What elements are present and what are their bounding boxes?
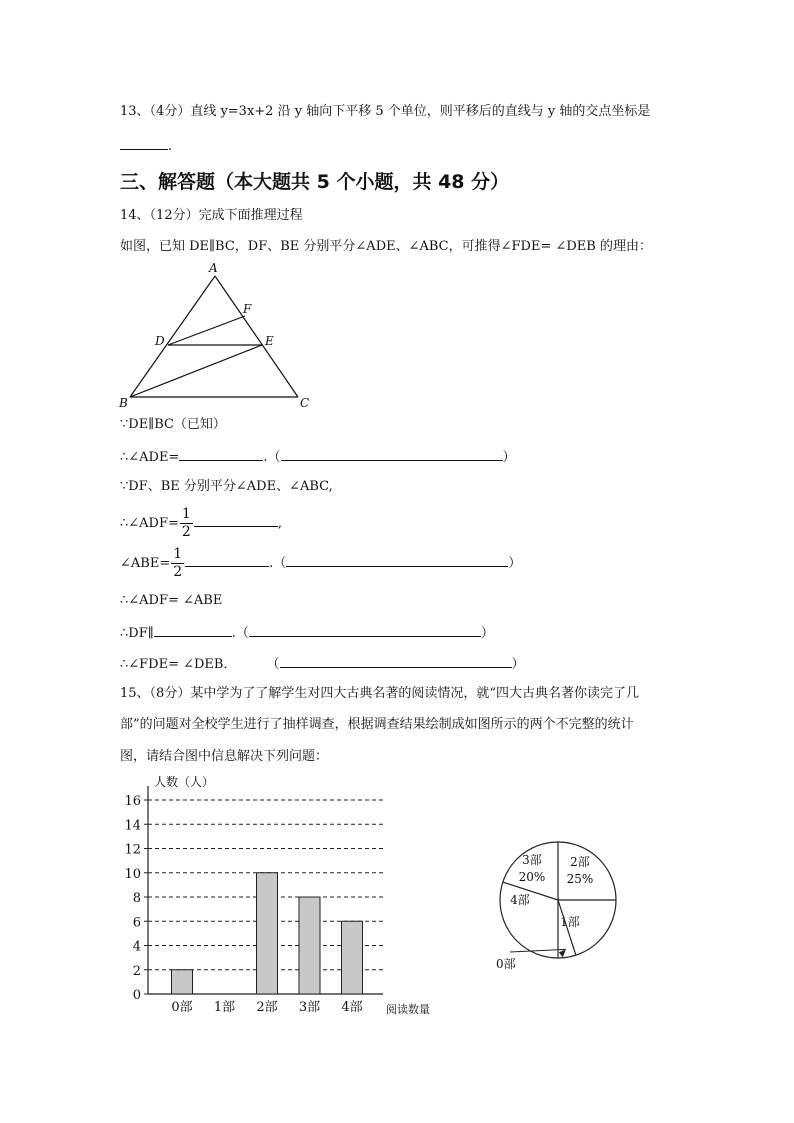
step-7-close: ） — [480, 626, 494, 641]
x-tick-label: 4部 — [341, 1000, 363, 1015]
y-tick-label: 8 — [132, 891, 141, 906]
step-4 — [120, 504, 282, 544]
step-3: ∵DF、BE 分别平分∠ADE、∠ABC, — [120, 479, 333, 494]
label-a: A — [209, 261, 218, 275]
y-tick-label: 6 — [132, 915, 141, 931]
q13-period: . — [168, 139, 173, 154]
step-5-open: .（ — [269, 556, 287, 571]
label-c: C — [300, 396, 310, 408]
q13-blank — [120, 136, 168, 150]
pie-label: 3部 — [522, 853, 542, 867]
label-e: E — [265, 334, 274, 348]
section-3-title: 三、解答题（本大题共 5 个小题，共 48 分） — [120, 171, 510, 193]
pie-label-0: 0部 — [496, 957, 516, 971]
frac-den-2: 2 — [173, 564, 183, 580]
step-2-reason-blank — [281, 447, 503, 461]
question-13 — [120, 103, 650, 121]
step-7-blank — [154, 623, 232, 637]
x-tick-label: 3部 — [298, 1000, 321, 1015]
fraction-half — [180, 506, 193, 541]
y-axis-label: 人数（人） — [154, 775, 215, 789]
x-axis-label: 阅读数量 — [386, 1003, 430, 1016]
pie-label: 1部 — [560, 915, 580, 929]
fraction-half-2 — [171, 546, 184, 581]
step-8-close: ） — [511, 657, 525, 672]
step-5-blank — [185, 553, 269, 567]
pie-chart — [490, 840, 630, 990]
y-tick-label: 14 — [124, 818, 141, 834]
step-7 — [120, 623, 494, 643]
pie-label: 4部 — [510, 893, 530, 907]
q15-line-3: 图，请结合图中信息解决下列问题： — [120, 749, 329, 764]
x-tick-label: 1部 — [213, 1000, 236, 1015]
step-5 — [120, 544, 521, 584]
bar-0 — [172, 970, 193, 994]
y-tick-label: 12 — [124, 842, 141, 858]
step-8-reason-blank — [280, 654, 512, 668]
pie-percent: 20% — [518, 870, 546, 884]
triangle-figure — [112, 258, 312, 408]
step-2-text: ∴∠ADE= — [120, 450, 180, 465]
step-5-close: ） — [508, 556, 522, 571]
q15-line-1: 15、（8分）某中学为了了解学生对四大古典名著的阅读情况，就“四大古典名著你读完了几 — [120, 686, 639, 701]
frac-num: 1 — [181, 506, 191, 522]
label-d: D — [155, 334, 165, 348]
segment-be — [130, 345, 262, 397]
step-8-text: ∴∠FDE= ∠DEB． — [120, 657, 237, 672]
step-2 — [120, 447, 516, 467]
step-6: ∴∠ADF= ∠ABE — [120, 593, 223, 608]
step-2-open: .（ — [263, 450, 281, 465]
step-7-text: ∴DF∥ — [120, 626, 154, 641]
step-5-reason-blank — [286, 553, 508, 567]
step-1: ∵DE∥BC（已知） — [120, 417, 226, 432]
side-ac — [215, 276, 298, 397]
q15-line-2: 部”的问题对全校学生进行了抽样调查，根据调查结果绘制成如图所示的两个不完整的统计 — [120, 717, 634, 732]
q14-intro: 如图，已知 DE∥BC，DF、BE 分别平分∠ADE、∠ABC，可推得∠FDE= ∠DEB 的理由： — [120, 239, 652, 254]
step-7-reason-blank — [249, 623, 481, 637]
step-5-text: ∠ABE= — [120, 556, 171, 571]
y-tick-label: 2 — [132, 963, 141, 979]
y-tick-label: 10 — [124, 866, 141, 882]
pie-label: 2部 — [570, 855, 590, 869]
bar-4 — [342, 921, 363, 994]
y-tick-label: 4 — [132, 939, 141, 955]
q14-head: 14、（12分）完成下面推理过程 — [120, 208, 303, 223]
step-4-text: ∴∠ADF= — [120, 516, 179, 531]
bar-3 — [299, 897, 320, 994]
bar-chart — [115, 770, 445, 1020]
q13-text: 13、（4分）直线 y=3x+2 沿 y 轴向下平移 5 个单位，则平移后的直线与 y 轴的交点坐标是 — [120, 104, 651, 119]
label-b: B — [119, 396, 128, 408]
pie-percent: 25% — [566, 872, 594, 886]
step-7-open: .（ — [231, 626, 249, 641]
x-tick-label: 0部 — [171, 1000, 193, 1015]
side-ab — [130, 276, 215, 397]
bar-2 — [257, 873, 278, 994]
frac-den: 2 — [181, 524, 191, 540]
label-f: F — [243, 302, 252, 316]
step-2-close: ） — [502, 450, 516, 465]
step-4-blank — [194, 513, 278, 527]
y-tick-label: 0 — [132, 988, 141, 1003]
step-2-blank — [179, 447, 263, 461]
frac-num-2: 1 — [173, 546, 183, 562]
step-4-comma: , — [277, 516, 282, 531]
step-8-open: （ — [266, 657, 280, 672]
segment-df — [168, 316, 245, 345]
y-tick-label: 16 — [124, 794, 141, 809]
x-tick-label: 2部 — [256, 1000, 278, 1015]
step-8 — [120, 654, 525, 674]
q13-answer-line — [120, 136, 172, 156]
